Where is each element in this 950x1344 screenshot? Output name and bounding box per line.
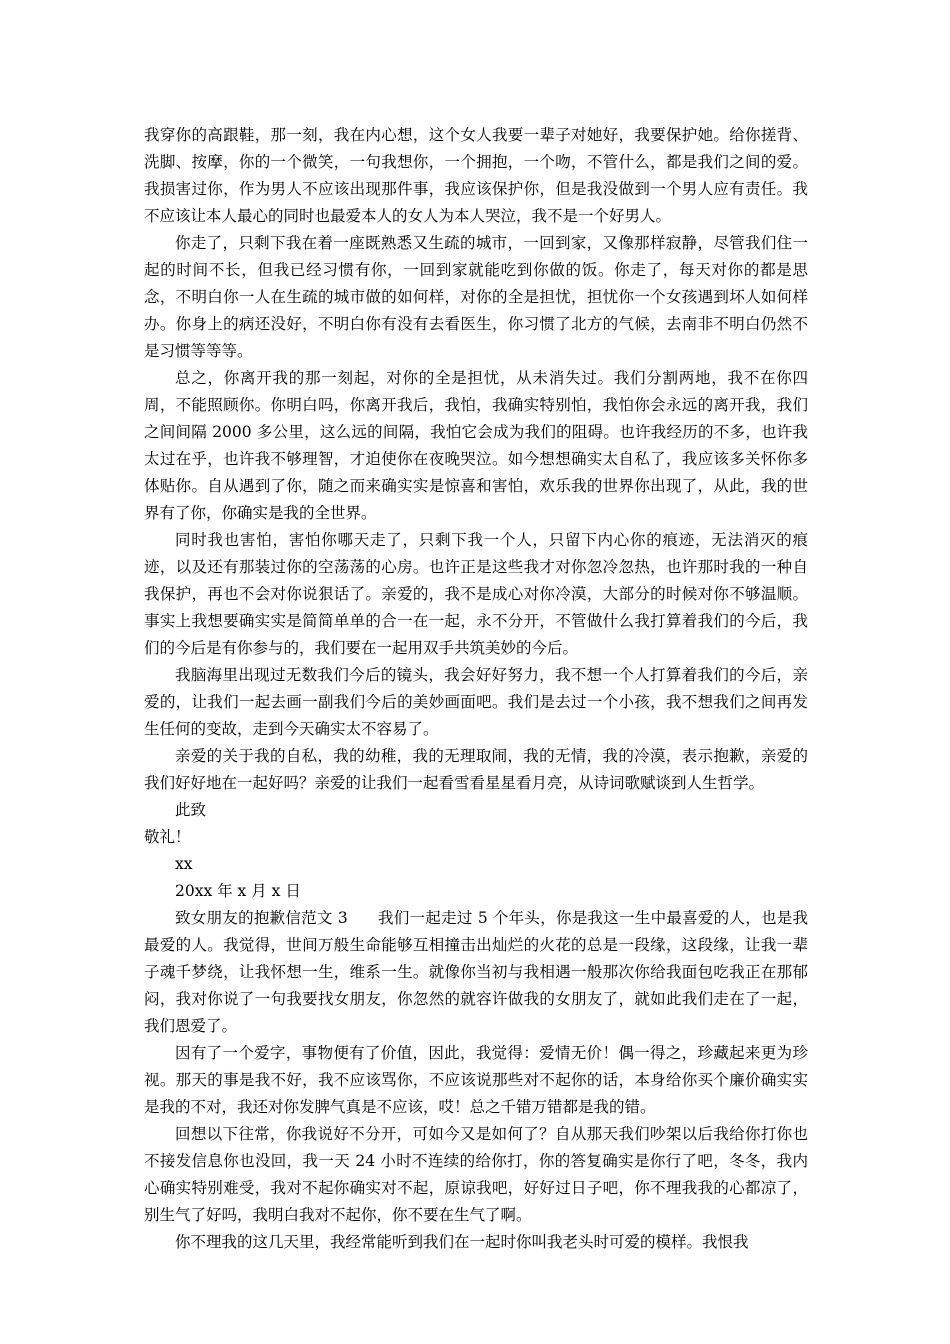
paragraph: 你走了，只剩下我在着一座既熟悉又生疏的城市，一回到家，又像那样寂静，尽管我们住一起的时间不长，但我已经习惯有你，一回到家就能吃到你做的饭。你走了，每天对你的都是思念，不明白你一人在生疏的城市做的如何样，对你的全是担忧，担忧你一个女孩遇到坏人如何样办。你身上的病还没好，不明白你有没有去看医生，你习惯了北方的气候，去南非不明白仍然不是习惯等等等。 [144,234,808,360]
paragraph: 回想以下往常，你我说好不分开，可如今又是如何了？自从那天我们吵架以后我给你打你也不接发信息你也没回，我一天 24 小时不连续的给你打，你的答复确实是你行了吧，冬冬，我内心确实特别难受，我对不起你确实对不起，原谅我吧，好好过日子吧，你不理我我的心都凉了，别生气了好吗，我明白我对不起你，你不要在生气了啊。 [144,1125,808,1224]
closing-salutation: 此致 [175,801,207,819]
paragraph: 你不理我的这几天里，我经常能听到我们在一起时你叫我老头时可爱的模样。我恨我 [175,1233,749,1251]
paragraph: 亲爱的关于我的自私，我的幼稚，我的无理取闹，我的无情，我的冷漠，表示抱歉，亲爱的我们好好地在一起好吗？亲爱的让我们一起看雪看星星看月亮，从诗词歌赋谈到人生哲学。 [144,747,808,792]
section-heading: 致女朋友的抱歉信范文 3 [175,909,348,927]
paragraph: 总之，你离开我的那一刻起，对你的全是担忧，从未消失过。我们分割两地，我不在你四周，不能照顾你。你明白吗，你离开我后，我怕，我确实特别怕，我怕你会永远的离开我，我们之间间隔 2000 多公里，这么远的间隔，我怕它会成为我们的阻碍。也许我经历的不多，也许我太过在乎，也许我不够理智，才迫使你在夜晚哭泣。如今想想确实太自私了，我应该多关怀你多体贴你。自从遇到了你，随之而来确实实是惊喜和害怕，欢乐我的世界你出现了，从此，我的世界有了你，你确实是我的全世界。 [144,369,808,522]
signature: xx [175,855,193,873]
date-line: 20xx 年 x 月 x 日 [175,882,301,900]
section-3-paragraph [144,905,808,1040]
closing-regards: 敬礼！ [144,828,191,846]
paragraph: 我脑海里出现过无数我们今后的镜头，我会好好努力，我不想一个人打算着我们的今后，亲爱的，让我们一起去画一副我们今后的美妙画面吧。我们是去过一个小孩，我不想我们之间再发生任何的变故，走到今天确实太不容易了。 [144,666,808,738]
letter-body [144,122,808,1256]
paragraph: 同时我也害怕，害怕你哪天走了，只剩下我一个人，只留下内心你的痕迹，无法消灭的痕迹，以及还有那装过你的空荡荡的心房。也许正是这些我才对你忽冷忽热，也许那时我的一种自我保护，再也不会对你说狠话了。亲爱的，我不是成心对你冷漠，大部分的时候对你不够温顺。事实上我想要确实实是简简单单的合一在一起，永不分开，不管做什么我打算着我们的今后，我们的今后是有你参与的，我们要在一起用双手共筑美妙的今后。 [144,531,808,657]
paragraph: 因有了一个爱字，事物便有了价值，因此，我觉得：爱情无价！偶一得之，珍藏起来更为珍视。那天的事是我不好，我不应该骂你，不应该说那些对不起你的话，本身给你买个廉价确实实是我的不对，我还对你发脾气真是不应该，哎！总之千错万错都是我的错。 [144,1044,808,1116]
section-text: 我们一起走过 5 个年头，你是我这一生中最喜爱的人，也是我最爱的人。我觉得，世间万般生命能够互相撞击出灿烂的火花的总是一段缘，这段缘，让我一辈子魂千梦绕，让我怀想一生，维系一生。就像你当初与我相遇一般那次你给我面包吃我正在那郁闷，我对你说了一句我要找女朋友，你忽然的就容许做我的女朋友了，就如此我们走在了一起，我们恩爱了。 [144,909,808,1035]
paragraph: 我穿你的高跟鞋，那一刻，我在内心想，这个女人我要一辈子对她好，我要保护她。给你搓背、洗脚、按摩，你的一个微笑，一句我想你，一个拥抱，一个吻，不管什么，都是我们之间的爱。我损害过你，作为男人不应该出现那件事，我应该保护你，但是我没做到一个男人应有责任。我不应该让本人最心的同时也最爱本人的女人为本人哭泣，我不是一个好男人。 [144,126,808,225]
